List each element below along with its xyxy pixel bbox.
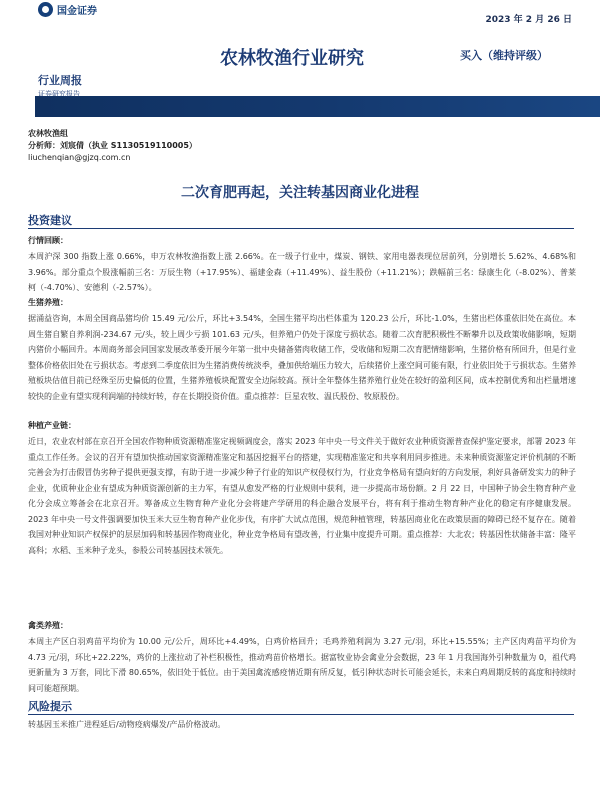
section-divider	[28, 714, 574, 715]
main-title: 二次育肥再起，关注转基因商业化进程	[181, 185, 419, 201]
risk-paragraph: 转基因玉米推广进程延后/动物疫病爆发/产品价格波动。	[28, 720, 226, 729]
team-name: 农林牧渔组	[28, 129, 68, 138]
report-header	[0, 0, 600, 117]
seed-heading: 种植产业链：	[28, 421, 76, 430]
section-divider	[28, 228, 574, 229]
hog-heading: 生猪养殖：	[28, 298, 68, 307]
report-date: 2023 年 2 月 26 日	[485, 15, 572, 25]
report-industry-title: 农林牧渔行业研究	[220, 48, 364, 69]
section-investment-heading: 投资建议	[28, 214, 72, 227]
brand-logo	[38, 2, 97, 17]
logo-icon	[38, 2, 53, 17]
market-paragraph: 本周沪深 300 指数上涨 0.66%，申万农林牧渔指数上涨 2.66%。在一级子行业中，煤炭、钢铁、家用电器表现位居前列，分别增长 5.62%、4.68%和 3.96%。部分重点个股涨幅前三名：万辰生物（+17.95%）、福建金森（+11.49%）、益生股份（+11.21%）；跌幅前三名：绿康生化（-8.02%）、普莱柯（-4.70%）、安德利（-2.57%）。	[28, 252, 576, 292]
section-risk-heading: 风险提示	[28, 700, 72, 713]
analyst-block	[28, 128, 197, 164]
report-subtype: 证券研究报告	[38, 90, 80, 98]
poultry-heading: 禽类养殖：	[28, 621, 68, 630]
logo-text: 国金证券	[57, 6, 97, 17]
seed-paragraph: 近日，农业农村部在京召开全国农作物种质资源精准鉴定视频调度会，落实 2023 年中央一号文件关于做好农业种质资源普查保护鉴定要求，部署 2023 年重点工作任务。会议的召开有望加快推动国家资源精准鉴定和基因挖掘平台的搭建，实现精准鉴定和共享利用同步推进。未来种质资源鉴定评价机制的不断完善会为打击假冒伪劣种子提供更强支撑，有助于进一步减少种子行业的知识产权侵权行为，行业竞争格局有望向好的方向发展，利好具备研发实力的种子企业，优质种业企业有望成为种质资源创新的主力军，有望从愈发严格的行业规则中获利，进一步提高市场份额。2 月 22 日，中国种子协会生物育种产业化分会成立筹备会在北京召开。筹备成立生物育种产业化分会将建产学研用的科企融合发展平台，将有利于推动生物育种产业化的稳定有序健康发展。2023 年中央一号文件强调要加快玉米大豆生物育种产业化步伐，有序扩大试点范围，规范种植管理，转基因商业化在政策层面的障碍已经不复存在。随着我国对种业知识产权保护的层层加码和转基因作物商业化，种业竞争格局有望改善，行业集中度提升可期。重点推荐：大北农；转基因性状储备丰富：隆平高科；水稻、玉米种子龙头，参股公司转基因技术领先。	[28, 437, 576, 555]
rating-badge: 买入（维持评级）	[460, 49, 548, 62]
report-type: 行业周报	[38, 74, 82, 87]
hog-paragraph: 据涌益咨询，本周全国商品猪均价 15.49 元/公斤，环比+3.54%，全国生猪平均出栏体重为 120.23 公斤，环比-1.0%，生猪出栏体重依旧处在高位。本周生猪自繁自养利润-234.67 元/头，较上周少亏损 101.63 元/头，但养殖户仍处于深度亏损状态。随着二次育肥积极性不断攀升以及政策收储影响，短期内猪价小幅回升。本周商务部会同国家发展改革委开展今年第一批中央储备猪肉收储工作，受收储和短期二次育肥情绪影响，生猪价格有所回升，但是行业整体价格依旧处在亏损状态。考虑到二季度依旧为生猪消费传统淡季，叠加供给端压力较大，后续猪价上涨空间可能有限，行业依旧处于亏损状态。生猪养殖板块估值目前已经殊至历史偏低的位置，生猪养殖板块配置安全边际较高。预计全年整体生猪养殖行业处在较好的盈利区间，成本控制优秀和出栏量增速较快的企业有望实现利润端的持续好转，存在长期投资价值。重点推荐：巨星农牧、温氏股份、牧原股份。	[28, 314, 576, 401]
header-left-strip	[0, 0, 35, 117]
poultry-paragraph: 本周主产区白羽鸡苗平均价为 10.00 元/公斤，周环比+4.49%，白鸡价格回升；毛鸡养殖利润为 3.27 元/羽，环比+15.55%；主产区肉鸡苗平均价为 4.73 元/羽，环比+22.22%，鸡价的上涨拉动了补栏积极性，推动鸡苗价格增长。据富牧业协会禽业分会数据，23 年 1 月我国海外引种数量为 0，祖代鸡更新量为 3 万套，同比下滑 80.65%，依旧处于低位。由于美国禽流感疫情近期有所反复，低引种状态时长可能会延长，未来白鸡周期反转的高度和持续时间可能超预期。	[28, 637, 576, 693]
analyst-email: liuchenqian@gjzq.com.cn	[28, 153, 131, 162]
market-heading: 行情回顾：	[28, 236, 68, 245]
analyst-name: 分析师：刘宸倩（执业 S1130519110005）	[28, 141, 197, 150]
